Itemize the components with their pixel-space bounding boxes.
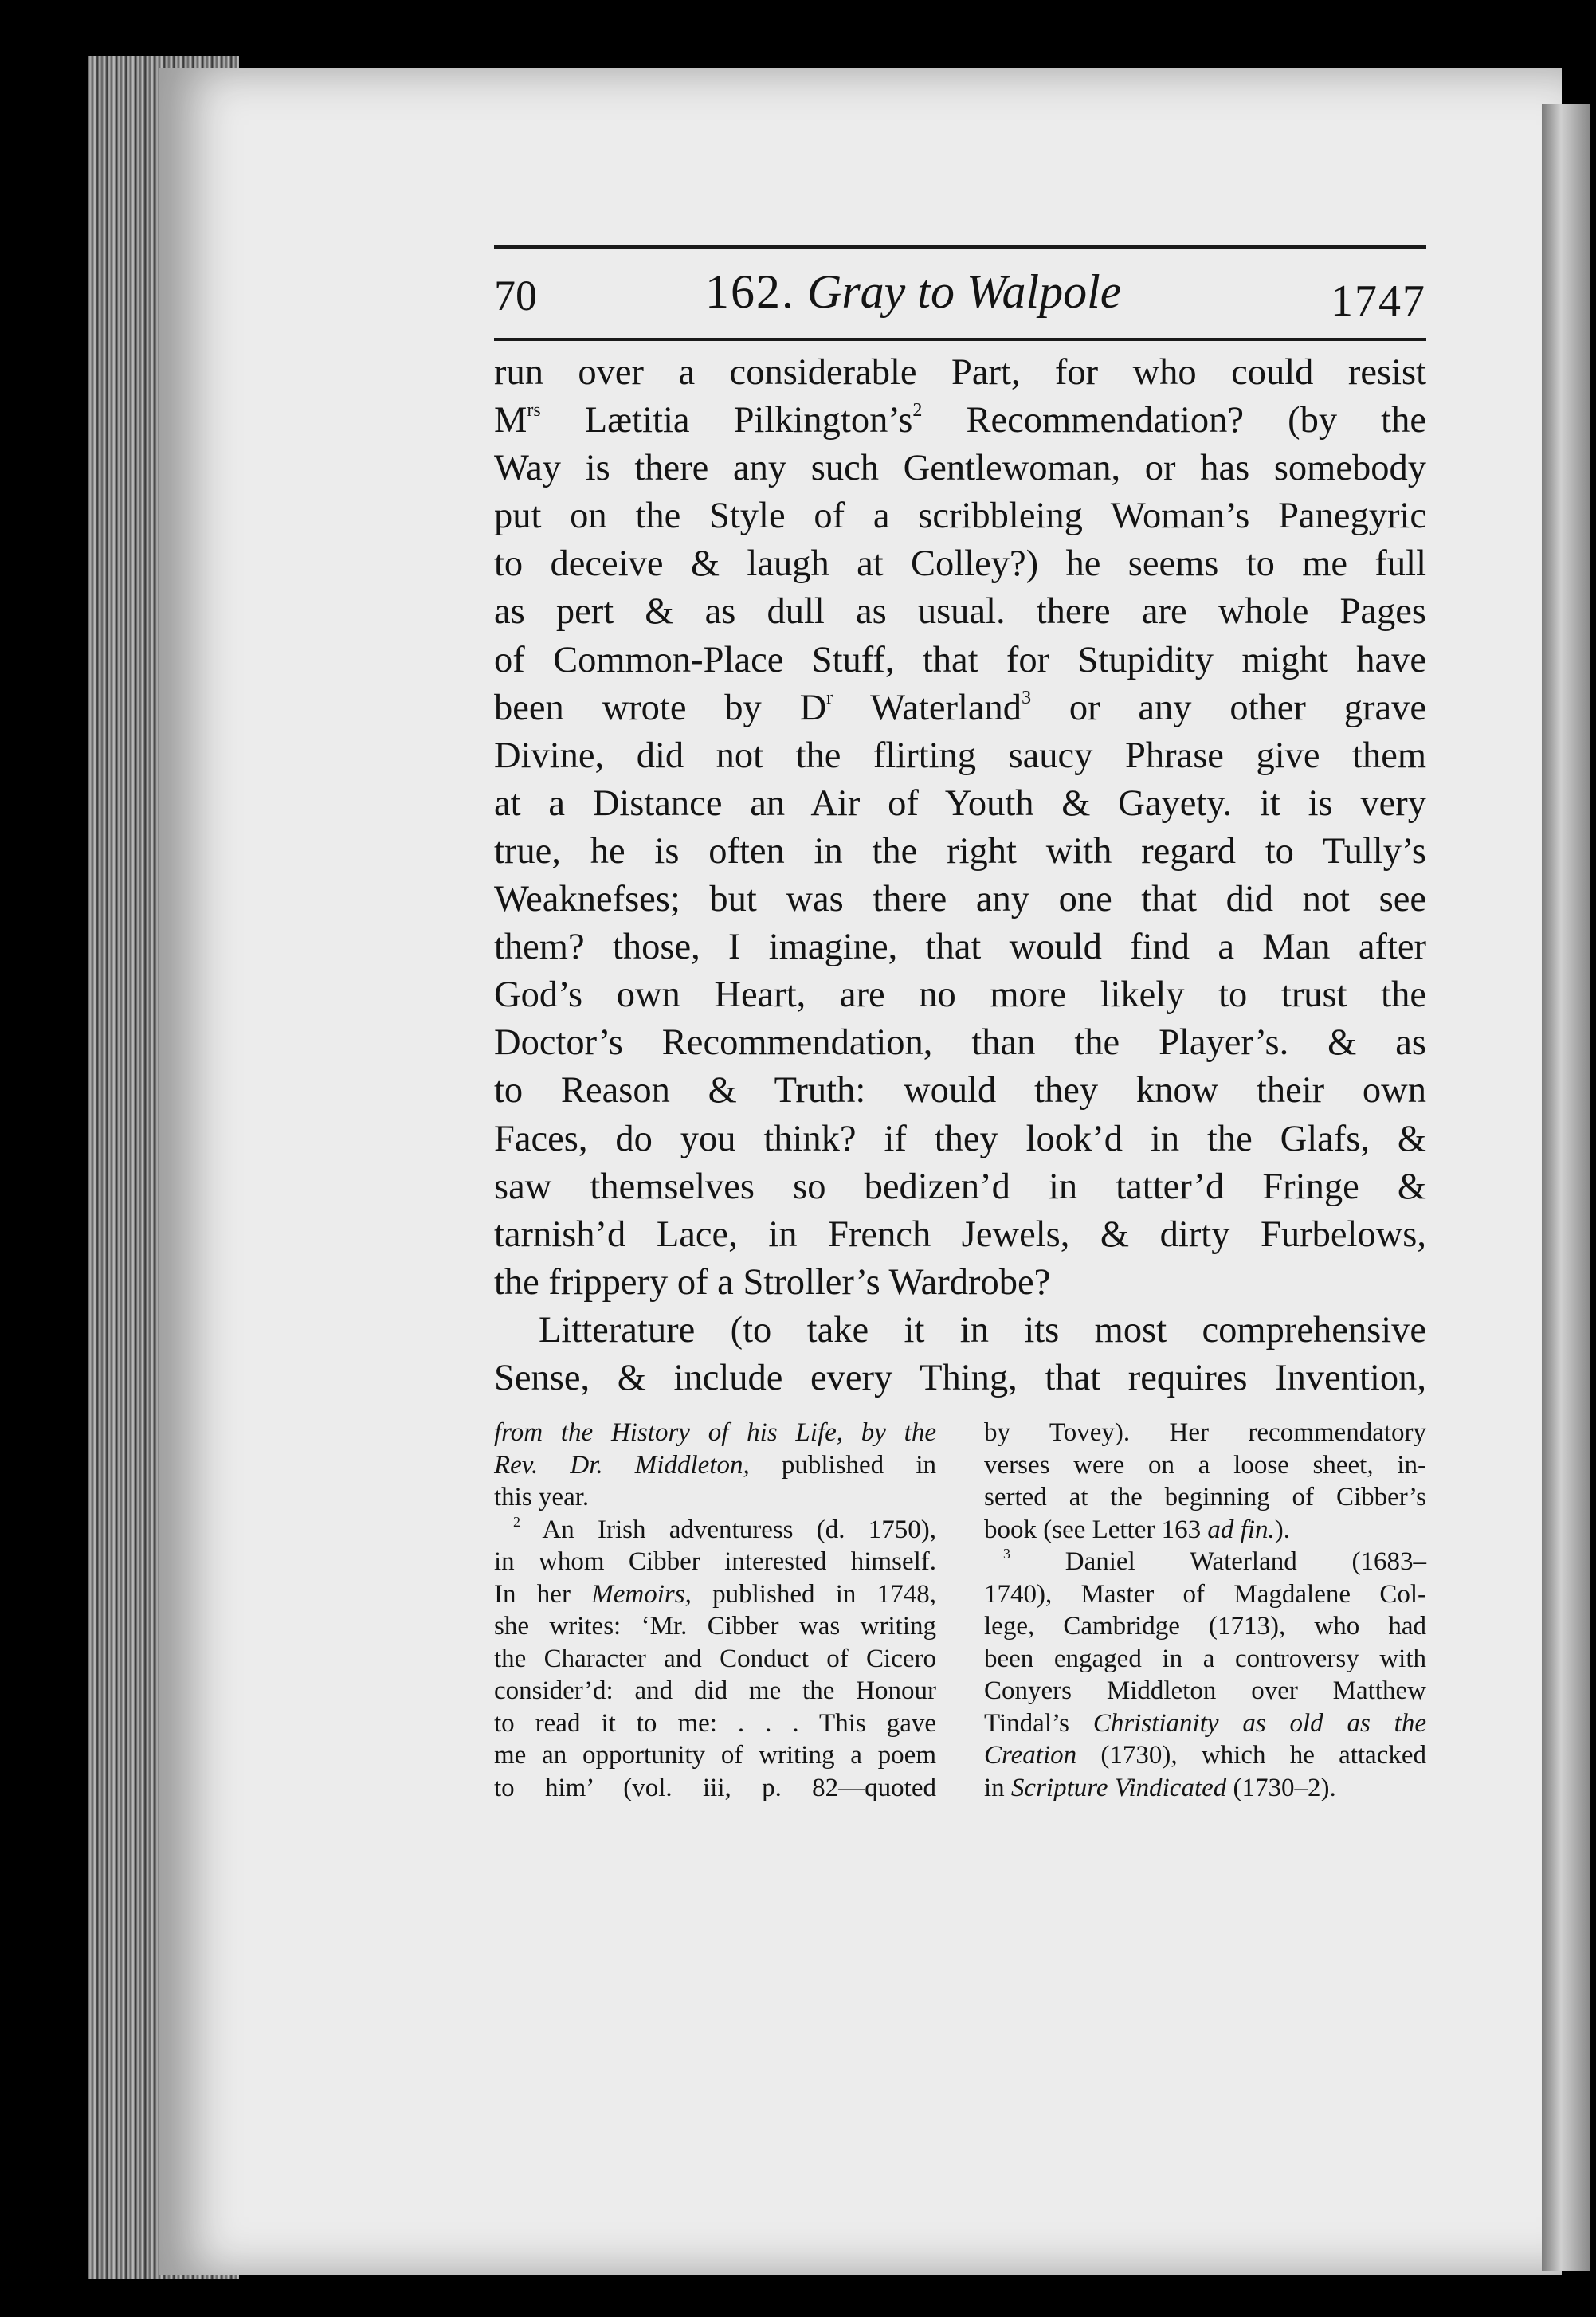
footnote-line: $^2$ An Irish adventuress (d. 1750), [513,1513,936,1544]
page-fore-edge [1542,104,1590,2271]
body-line: Weaknefses; but was there any one that did not see [494,879,1426,920]
footnote-line: me an opportunity of writing a poem [494,1741,936,1770]
footnote-line: in whom Cibber interested himself. [494,1547,936,1576]
header-bottom-rule [494,338,1426,341]
footnote-line: $^3$ Daniel Waterland (1683– [1003,1546,1426,1576]
letter-title: Gray to Walpole [807,265,1122,318]
letter-year: 1747 [1331,276,1426,326]
footnote-line: verses were on a loose sheet, in- [984,1450,1426,1480]
footnote-line: Conyers Middleton over Matthew [984,1676,1426,1705]
superscript: r [826,687,833,708]
footnote-marker-2: 2 [513,1513,520,1530]
body-line: Sense, & include every Thing, that requires Invention, [494,1357,1426,1398]
body-line: at a Distance an Air of Youth & Gayety. it is very [494,782,1426,824]
body-line: true, he is often in the right with regard to Tully’s [494,830,1426,872]
body-line: the frippery of a Stroller’s Wardrobe? [494,1261,1051,1303]
footnote-marker-3: 3 [1003,1546,1010,1562]
body-line: saw themselves so bedizen’d in tatter’d Fringe & [494,1166,1426,1207]
body-line: $M^{rs}$ Lætitia $Pilkington’s^2$ Recommendation? (by the [494,400,1426,441]
letter-body [494,349,1426,1402]
footnote-ref-3: 3 [1022,687,1032,708]
body-line: to Reason & Truth: would they know their own [494,1070,1426,1111]
body-line: put on the Style of a scribbleing Woman’s Panegyric [494,496,1426,537]
footnote-line: the Character and Conduct of Cicero [494,1644,936,1673]
running-header [494,249,1426,338]
footnote-line: to him’ (vol. iii, p. 82—quoted [494,1773,936,1802]
footnote-line: book (see Letter 163 ad fin.). [984,1515,1290,1544]
footnote-line: she writes: ‘Mr. Cibber was writing [494,1612,936,1641]
text-block [494,245,1426,1802]
body-line: Faces, do you think? if they look’d in the Glafs, & [494,1118,1426,1159]
body-line: them? those, I imagine, that would find a Man after [494,927,1426,968]
body-line: of Common-Place Stuff, that for Stupidity might have [494,639,1426,680]
superscript: rs [527,400,541,421]
page-number: 70 [494,272,537,320]
footnote-line: Creation (1730), which he attacked [984,1741,1426,1770]
footnote-line: Tindal’s Christianity as old as the [984,1708,1426,1738]
letter-number: 162. [705,265,795,318]
footnote-line: this year. [494,1483,590,1511]
body-line: Doctor’s Recommendation, than the Player’s. & as [494,1022,1426,1064]
footnotes [494,1417,1426,1804]
body-line: been wrote by $D^r$ Waterland$^3$ or any other grave [494,687,1426,728]
footnote-line: serted at the beginning of Cibber’s [984,1483,1426,1511]
footnote-line: from the History of his Life, by the [494,1418,936,1447]
letter-heading [705,265,1121,320]
footnote-line: in Scripture Vindicated (1730–2). [984,1773,1336,1802]
body-line: run over a considerable Part, for who could resist [494,352,1426,393]
footnote-line: 1740), Master of Magdalene Col- [984,1579,1426,1609]
body-line: Litterature (to take it in its most comprehensive [539,1309,1426,1351]
footnote-column-left [494,1417,936,1804]
body-line: Way is there any such Gentlewoman, or has somebody [494,448,1426,489]
footnote-line: lege, Cambridge (1713), who had [984,1612,1426,1641]
footnote-ref-2: 2 [912,400,923,421]
body-line: tarnish’d Lace, in French Jewels, & dirty Furbelows, [494,1213,1426,1255]
footnote-line: by Tovey). Her recommendatory [984,1418,1426,1447]
footnote-line: Rev. Dr. Middleton, published in [494,1450,936,1480]
body-line: as pert & as dull as usual. there are whole Pages [494,591,1426,633]
footnote-line: consider’d: and did me the Honour [494,1676,936,1705]
footnote-line: In her Memoirs, published in 1748, [494,1579,936,1609]
footnote-column-right [984,1417,1426,1804]
footnote-line: to read it to me: . . . This gave [494,1708,936,1738]
footnote-line: been engaged in a controversy with [984,1644,1426,1673]
body-line: God’s own Heart, are no more likely to trust the [494,974,1426,1016]
body-line: to deceive & laugh at Colley?) he seems to me full [494,543,1426,585]
body-line: Divine, did not the flirting saucy Phrase give them [494,735,1426,776]
